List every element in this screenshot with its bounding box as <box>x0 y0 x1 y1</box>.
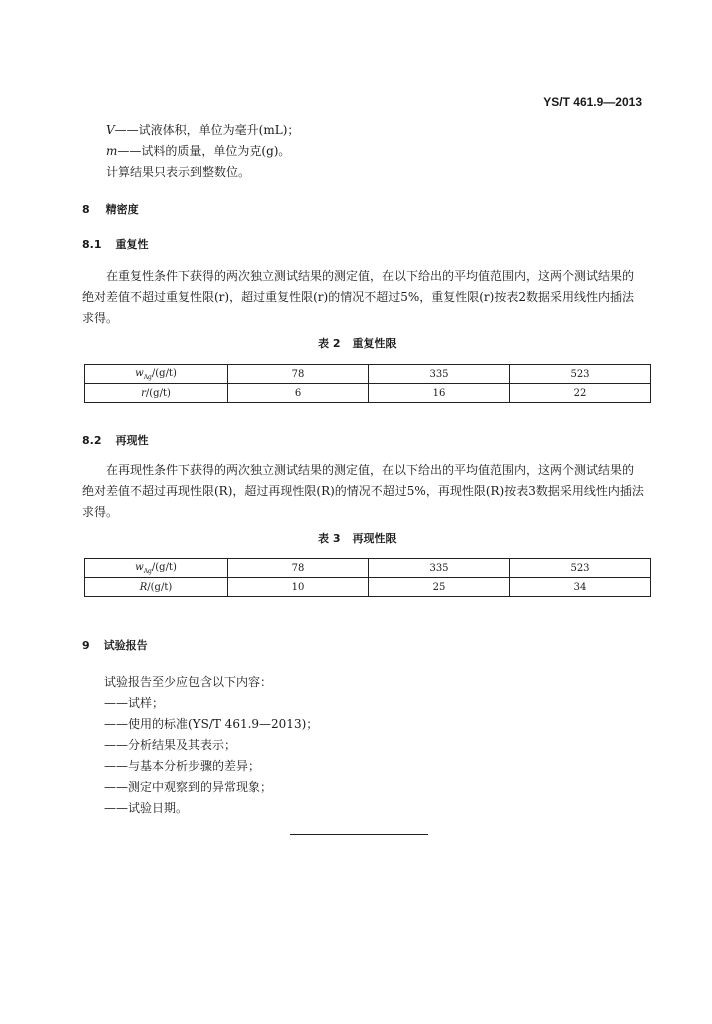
reproducibility-table <box>84 558 651 597</box>
repeatability-table <box>84 364 651 403</box>
section-number: 8 <box>82 203 90 216</box>
section-number: 9 <box>82 639 90 652</box>
standard-id-header: YS/T 461.9—2013 <box>543 95 642 109</box>
list-item: ——试样； <box>104 696 165 710</box>
calculation-note: 计算结果只表示到整数位。 <box>106 165 251 179</box>
subsection-title: 重复性 <box>115 238 149 251</box>
definition-symbol: m <box>106 144 118 158</box>
caption-number: 表 3 <box>318 532 341 545</box>
definition-mass <box>106 140 290 162</box>
table-3-caption <box>318 530 396 546</box>
end-rule <box>290 834 428 835</box>
subsection-8-1-heading <box>82 236 149 252</box>
table-2-caption <box>318 335 396 351</box>
table-row <box>85 384 651 403</box>
table-cell: 16 <box>369 384 510 403</box>
table-row <box>85 559 651 578</box>
table-cell: 335 <box>369 365 510 384</box>
row-label: r/(g/t) <box>85 384 228 403</box>
definition-volume <box>106 119 299 141</box>
subsection-8-2-heading <box>82 432 149 448</box>
reproducibility-paragraph: 在再现性条件下获得的两次独立测试结果的测定值，在以下给出的平均值范围内，这两个测试结果的绝对差值不超过再现性限(R)，超过再现性限(R)的情况不超过5%，再现性限(R)按表3数据采用线性内插法求得。 <box>82 463 644 519</box>
table-cell: 78 <box>228 365 369 384</box>
row-label: $w_{Ag}/(g/t)$ <box>85 559 228 578</box>
table-cell: 335 <box>369 559 510 578</box>
section-title: 试验报告 <box>103 639 148 652</box>
report-intro: 试验报告至少应包含以下内容： <box>104 675 273 689</box>
subsection-title: 再现性 <box>115 434 149 447</box>
list-item: ——使用的标准(YS/T 461.9—2013)； <box>104 717 319 731</box>
subsection-number: 8.2 <box>82 434 102 447</box>
list-item: ——分析结果及其表示； <box>104 738 237 752</box>
section-8-heading <box>82 201 139 217</box>
table-cell: 10 <box>228 578 369 597</box>
definition-symbol: V <box>106 123 115 137</box>
subsection-number: 8.1 <box>82 238 102 251</box>
table-cell: 6 <box>228 384 369 403</box>
row-label: R/(g/t) <box>85 578 228 597</box>
table-row <box>85 578 651 597</box>
list-item: ——试验日期。 <box>104 801 189 815</box>
repeatability-paragraph: 在重复性条件下获得的两次独立测试结果的测定值，在以下给出的平均值范围内，这两个测试结果的绝对差值不超过重复性限(r)，超过重复性限(r)的情况不超过5%，重复性限(r)按表2数据采用线性内插法求得。 <box>82 269 635 325</box>
caption-number: 表 2 <box>318 337 341 350</box>
definition-text: ——试料的质量，单位为克(g)。 <box>117 144 291 158</box>
table-cell: 22 <box>510 384 651 403</box>
table-cell: 523 <box>510 365 651 384</box>
table-cell: 25 <box>369 578 510 597</box>
table-cell: 78 <box>228 559 369 578</box>
section-9-heading <box>82 637 148 653</box>
definition-text: ——试液体积，单位为毫升(mL)； <box>114 123 300 137</box>
table-row <box>85 365 651 384</box>
list-item: ——测定中观察到的异常现象； <box>104 780 273 794</box>
section-title: 精密度 <box>105 203 139 216</box>
table-cell: 34 <box>510 578 651 597</box>
list-item: ——与基本分析步骤的差异； <box>104 759 261 773</box>
caption-title: 再现性限 <box>352 532 397 545</box>
table-cell: 523 <box>510 559 651 578</box>
row-label: $w_{Ag}/(g/t)$ <box>85 365 228 384</box>
caption-title: 重复性限 <box>352 337 397 350</box>
